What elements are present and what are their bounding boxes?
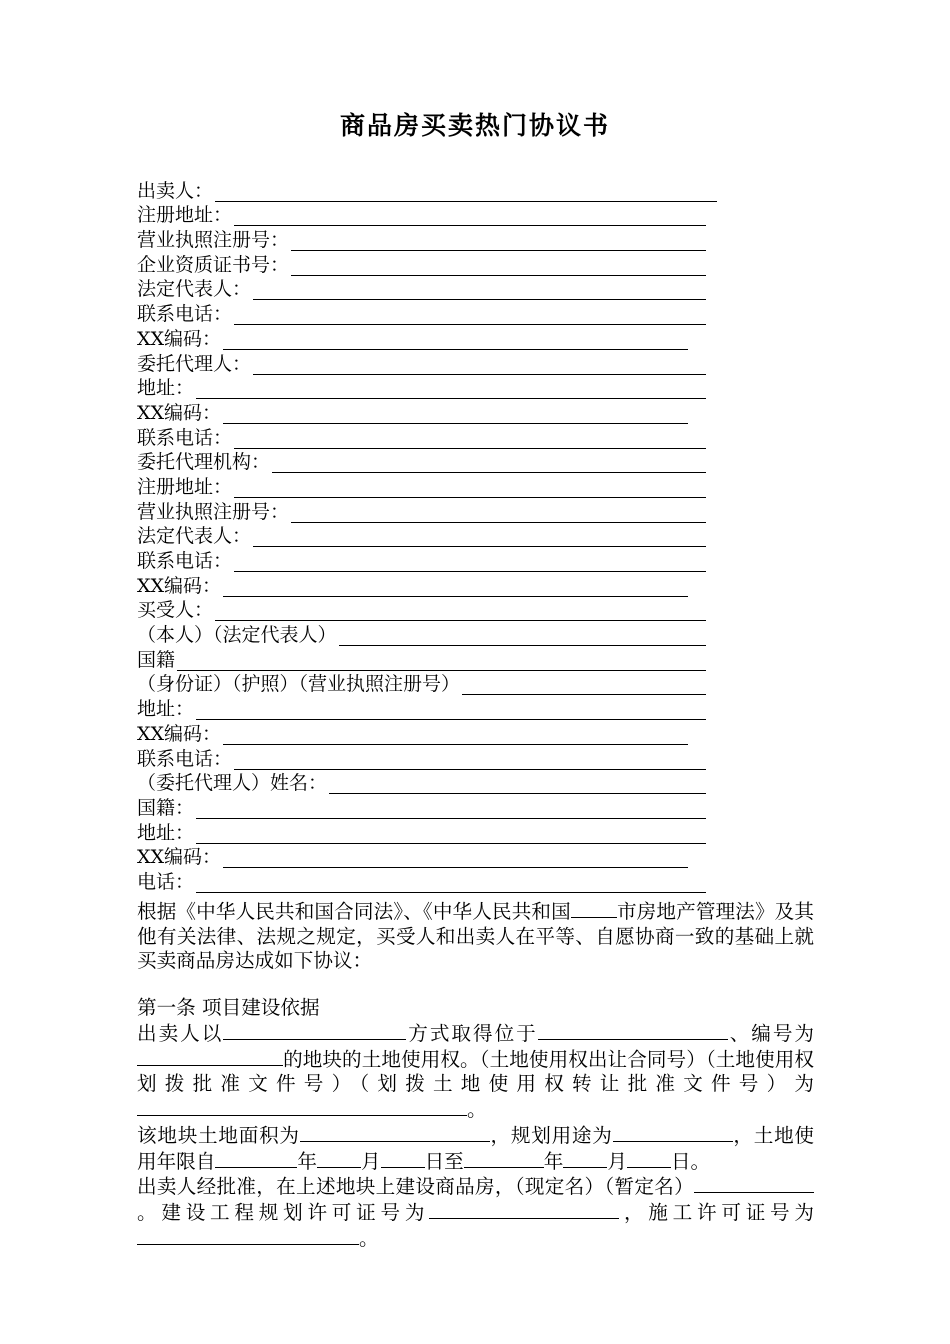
text: 。 [359, 1226, 379, 1250]
field-blank-line[interactable] [215, 600, 706, 621]
field-label: XX编码： [137, 574, 222, 597]
field-label: 电话： [137, 870, 195, 893]
field-label: 地址： [137, 821, 195, 844]
field-blank-line[interactable] [196, 823, 706, 844]
field-blank-line[interactable] [272, 452, 706, 473]
field-label: 联系电话： [137, 426, 233, 449]
field-label: （委托代理人）姓名： [137, 772, 328, 795]
field-blank-line[interactable] [177, 650, 706, 671]
blank-start-month[interactable] [317, 1149, 361, 1168]
blank-plot-number[interactable] [137, 1047, 283, 1066]
blank-end-year[interactable] [464, 1149, 544, 1168]
form-field-row [137, 177, 717, 202]
text: 方式取得位于 [406, 1022, 538, 1045]
blank-planned-use[interactable] [613, 1123, 733, 1142]
form-field-row [137, 325, 717, 350]
field-label: 出卖人： [137, 179, 214, 202]
field-label: XX编码： [137, 722, 222, 745]
field-blank-line[interactable] [253, 279, 706, 300]
field-blank-line[interactable] [291, 230, 706, 251]
field-label: 法定代表人： [137, 525, 252, 548]
field-label: 联系电话： [137, 303, 233, 326]
blank-end-month[interactable] [563, 1149, 607, 1168]
text: 年 [543, 1149, 564, 1173]
field-label: 国籍 [137, 648, 176, 671]
blank-end-day[interactable] [627, 1149, 671, 1168]
field-blank-line[interactable] [234, 304, 706, 325]
field-blank-line[interactable] [223, 403, 688, 424]
field-label: XX编码： [137, 846, 222, 869]
text: 该地块土地面积为 [137, 1123, 300, 1147]
text: 出卖人经批准，在上述地块上建设商品房，（现定名）（暂定名） [137, 1175, 694, 1199]
text: 。建设工程规划许可证号为 [137, 1200, 430, 1224]
form-field-row [137, 424, 717, 449]
field-blank-line[interactable] [234, 551, 706, 572]
form-field-row [137, 226, 717, 251]
field-blank-line[interactable] [253, 354, 706, 375]
field-label: 地址： [137, 698, 195, 721]
field-blank-line[interactable] [223, 329, 688, 350]
field-blank-line[interactable] [291, 255, 706, 276]
form-field-row [137, 819, 717, 844]
field-blank-line[interactable] [223, 724, 688, 745]
form-field-row [137, 276, 717, 301]
form-field-row [137, 572, 717, 597]
form-field-row [137, 695, 717, 720]
field-label: （本人）（法定代表人） [137, 624, 337, 647]
form-field-row [137, 868, 717, 893]
form-field-row [137, 745, 717, 770]
field-label: 委托代理人： [137, 352, 252, 375]
form-field-row [137, 399, 717, 424]
field-blank-line[interactable] [234, 477, 706, 498]
blank-start-day[interactable] [381, 1149, 425, 1168]
text: 出卖人以 [137, 1022, 224, 1045]
field-blank-line[interactable] [196, 798, 706, 819]
blank-land-area[interactable] [300, 1123, 490, 1142]
text: ，施工许可证号为 [619, 1200, 815, 1224]
field-blank-line[interactable] [196, 699, 706, 720]
form-field-row [137, 646, 717, 671]
form-field-row [137, 251, 717, 276]
blank-acquisition-method[interactable] [223, 1021, 406, 1040]
field-blank-line[interactable] [234, 428, 706, 449]
form-field-row [137, 350, 717, 375]
party-info-form [137, 177, 717, 893]
field-blank-line[interactable] [291, 502, 706, 523]
field-blank-line[interactable] [339, 625, 706, 646]
field-label: 买受人： [137, 599, 214, 622]
field-label: XX编码： [137, 401, 222, 424]
text: 的地块的土地使用权。（土地使用权出让合同号）（土地使用权划拨批准文件号）（划拨土地使用权转让批准文件号）为 [137, 1047, 814, 1096]
form-field-row [137, 621, 717, 646]
field-label: 企业资质证书号： [137, 253, 290, 276]
form-field-row [137, 498, 717, 523]
form-field-row [137, 770, 717, 795]
preamble-paragraph [137, 899, 814, 974]
field-blank-line[interactable] [223, 576, 688, 597]
blank-project-name[interactable] [694, 1174, 814, 1193]
form-field-row [137, 449, 717, 474]
text: 月 [607, 1149, 627, 1173]
field-label: 国籍： [137, 796, 195, 819]
field-label: 营业执照注册号： [137, 500, 290, 523]
form-field-row [137, 671, 717, 696]
text: 。 [467, 1098, 487, 1122]
article-1-heading: 第一条 项目建设依据 [137, 996, 320, 1019]
text: ，土地使用年限自 [137, 1123, 815, 1173]
document-title: 商品房买卖热门协议书 [339, 111, 610, 140]
field-blank-line[interactable] [329, 773, 706, 794]
blank-start-year[interactable] [215, 1149, 297, 1168]
field-label: 注册地址： [137, 475, 233, 498]
text: ，规划用途为 [489, 1123, 613, 1147]
form-field-row [137, 202, 717, 227]
text: 日。 [670, 1149, 711, 1173]
field-label: XX编码： [137, 327, 222, 350]
form-field-row [137, 597, 717, 622]
blank-location[interactable] [538, 1021, 728, 1040]
text: 、编号为 [727, 1022, 815, 1045]
field-label: （身份证）（护照）（营业执照注册号） [137, 673, 461, 696]
field-blank-line[interactable] [215, 181, 717, 202]
form-field-row [137, 844, 717, 869]
form-field-row [137, 794, 717, 819]
blank-city[interactable] [571, 899, 617, 918]
field-blank-line[interactable] [234, 205, 706, 226]
field-blank-line[interactable] [234, 749, 706, 770]
field-label: 联系电话： [137, 550, 233, 572]
field-label: 营业执照注册号： [137, 229, 290, 252]
field-label: 法定代表人： [137, 278, 252, 301]
text: 日至 [424, 1149, 464, 1173]
form-field-row [137, 523, 717, 548]
blank-planning-permit[interactable] [429, 1200, 619, 1219]
blank-construction-permit[interactable] [137, 1226, 359, 1245]
field-blank-line[interactable] [196, 872, 706, 893]
text: 月 [360, 1149, 381, 1173]
field-label: 联系电话： [137, 747, 233, 770]
field-blank-line[interactable] [223, 847, 688, 868]
article-1-body [137, 1021, 814, 1251]
blank-contract-number[interactable] [137, 1097, 467, 1116]
field-label: 注册地址： [137, 204, 233, 227]
form-field-row [137, 547, 717, 572]
field-label: 委托代理机构： [137, 451, 271, 474]
form-field-row [137, 473, 717, 498]
preamble-text: 根据《中华人民共和国合同法》、《中华人民共和国 [137, 900, 571, 923]
field-label: 地址： [137, 377, 195, 400]
form-field-row [137, 375, 717, 400]
field-blank-line[interactable] [253, 526, 706, 547]
form-field-row [137, 720, 717, 745]
form-field-row [137, 300, 717, 325]
text: 年 [297, 1149, 317, 1173]
field-blank-line[interactable] [462, 674, 706, 695]
preamble-text: 市房地产管理法》及其他有关法律、法规之规定，买受人和出卖人在平等、自愿协商一致的基础上就买卖商品房达成如下协议： [137, 900, 814, 973]
field-blank-line[interactable] [196, 378, 706, 399]
